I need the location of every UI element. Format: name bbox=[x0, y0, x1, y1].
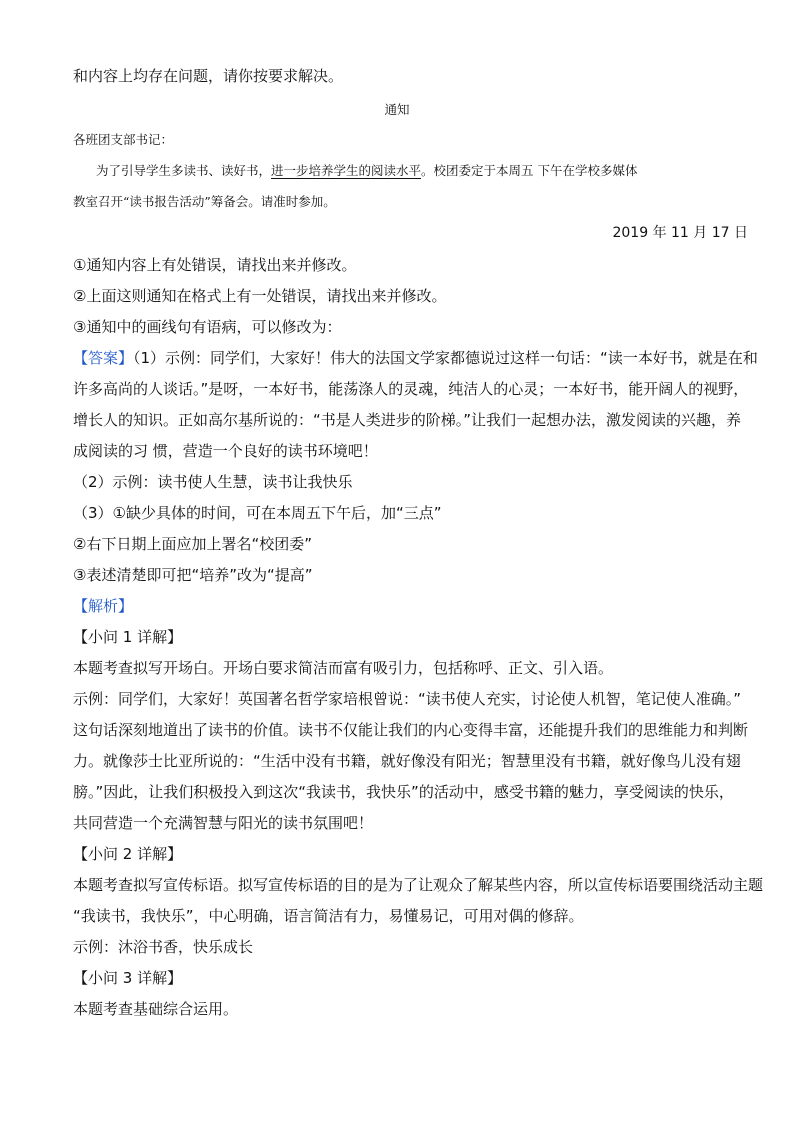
answer-3-line-2: ②右下日期上面应加上署名“校团委” bbox=[73, 535, 312, 553]
sub-question-2-line-3: 示例：沐浴书香，快乐成长 bbox=[73, 938, 254, 956]
sub-question-2-line-2: “我读书，我快乐”，中心明确，语言简洁有力，易懂易记，可用对偶的修辞。 bbox=[73, 907, 584, 925]
question-1: ①通知内容上有处错误，请找出来并修改。 bbox=[73, 256, 357, 274]
notice-date: 2019 年 11 月 17 日 bbox=[612, 225, 748, 241]
answer-3-line-3: ③表述清楚即可把“培养”改为“提高” bbox=[73, 566, 313, 584]
sub-question-2-heading: 【小问 2 详解】 bbox=[73, 845, 183, 863]
sub-question-1-line-1: 本题考查拟写开场白。开场白要求简洁而富有吸引力，包括称呼、正文、引入语。 bbox=[73, 659, 614, 677]
notice-body-line-1 bbox=[96, 161, 638, 181]
answer-1-line-4: 成阅读的习 惯，营造一个良好的读书环境吧！ bbox=[73, 442, 378, 460]
sub-question-1-line-3: 这句话深刻地道出了读书的价值。读书不仅能让我们的内心变得丰富，还能提升我们的思维能力和判断 bbox=[73, 721, 749, 739]
notice-body-part-2: 。校团委定于本周五 下午在学校多媒体 bbox=[421, 163, 638, 178]
sub-question-3-line-1: 本题考查基础综合运用。 bbox=[73, 1000, 239, 1018]
analysis-label: 【解析】 bbox=[73, 597, 134, 615]
sub-question-1-line-2: 示例：同学们，大家好！英国著名哲学家培根曾说：“读书使人充实，讨论使人机智，笔记使人准确。” bbox=[73, 690, 742, 708]
notice-salutation: 各班团支部书记： bbox=[73, 132, 174, 147]
question-2: ②上面这则通知在格式上有一处错误，请找出来并修改。 bbox=[73, 287, 447, 305]
sub-question-2-line-1: 本题考查拟写宣传标语。拟写宣传标语的目的是为了让观众了解某些内容，所以宣传标语要围绕活动主题 bbox=[73, 876, 764, 894]
answer-3-line-1: （3）①缺少具体的时间，可在本周五下午后，加“三点” bbox=[73, 504, 442, 522]
sub-question-1-heading: 【小问 1 详解】 bbox=[73, 628, 183, 646]
notice-underlined-sentence: 进一步培养学生的阅读水平 bbox=[271, 163, 422, 178]
answer-label: 【答案】 bbox=[73, 349, 134, 367]
answer-2: （2）示例：读书使人生慧，读书让我快乐 bbox=[73, 473, 353, 491]
question-3: ③通知中的画线句有语病，可以修改为： bbox=[73, 318, 342, 336]
notice-body-line-2: 教室召开“读书报告活动”筹备会。请准时参加。 bbox=[73, 194, 336, 209]
sub-question-1-line-4: 力。就像莎士比亚所说的：“生活中没有书籍，就好像没有阳光；智慧里没有书籍，就好像鸟儿没有翅 bbox=[73, 752, 741, 770]
sub-question-1-line-6: 共同营造一个充满智慧与阳光的读书氛围吧！ bbox=[73, 814, 374, 832]
answer-line-1 bbox=[73, 348, 758, 368]
intro-line: 和内容上均存在问题，请你按要求解决。 bbox=[73, 67, 344, 85]
sub-question-3-heading: 【小问 3 详解】 bbox=[73, 969, 183, 987]
notice-title: 通知 bbox=[384, 102, 410, 117]
answer-1-line-3: 增长人的知识。正如高尔基所说的：“书是人类进步的阶梯。”让我们一起想办法，激发阅读的兴趣，养 bbox=[73, 411, 742, 429]
sub-question-1-line-5: 膀。”因此，让我们积极投入到这次“我读书，我快乐”的活动中，感受书籍的魅力，享受阅读的快乐， bbox=[73, 783, 734, 801]
answer-1-line-1: （1）示例：同学们，大家好！伟大的法国文学家都德说过这样一句话：“读一本好书，就是在和 bbox=[133, 349, 758, 367]
answer-1-line-2: 许多高尚的人谈话。”是呀，一本好书，能荡涤人的灵魂，纯洁人的心灵；一本好书，能开阔人的视野， bbox=[73, 380, 749, 398]
notice-body-part-1: 为了引导学生多读书、读好书， bbox=[96, 163, 272, 178]
